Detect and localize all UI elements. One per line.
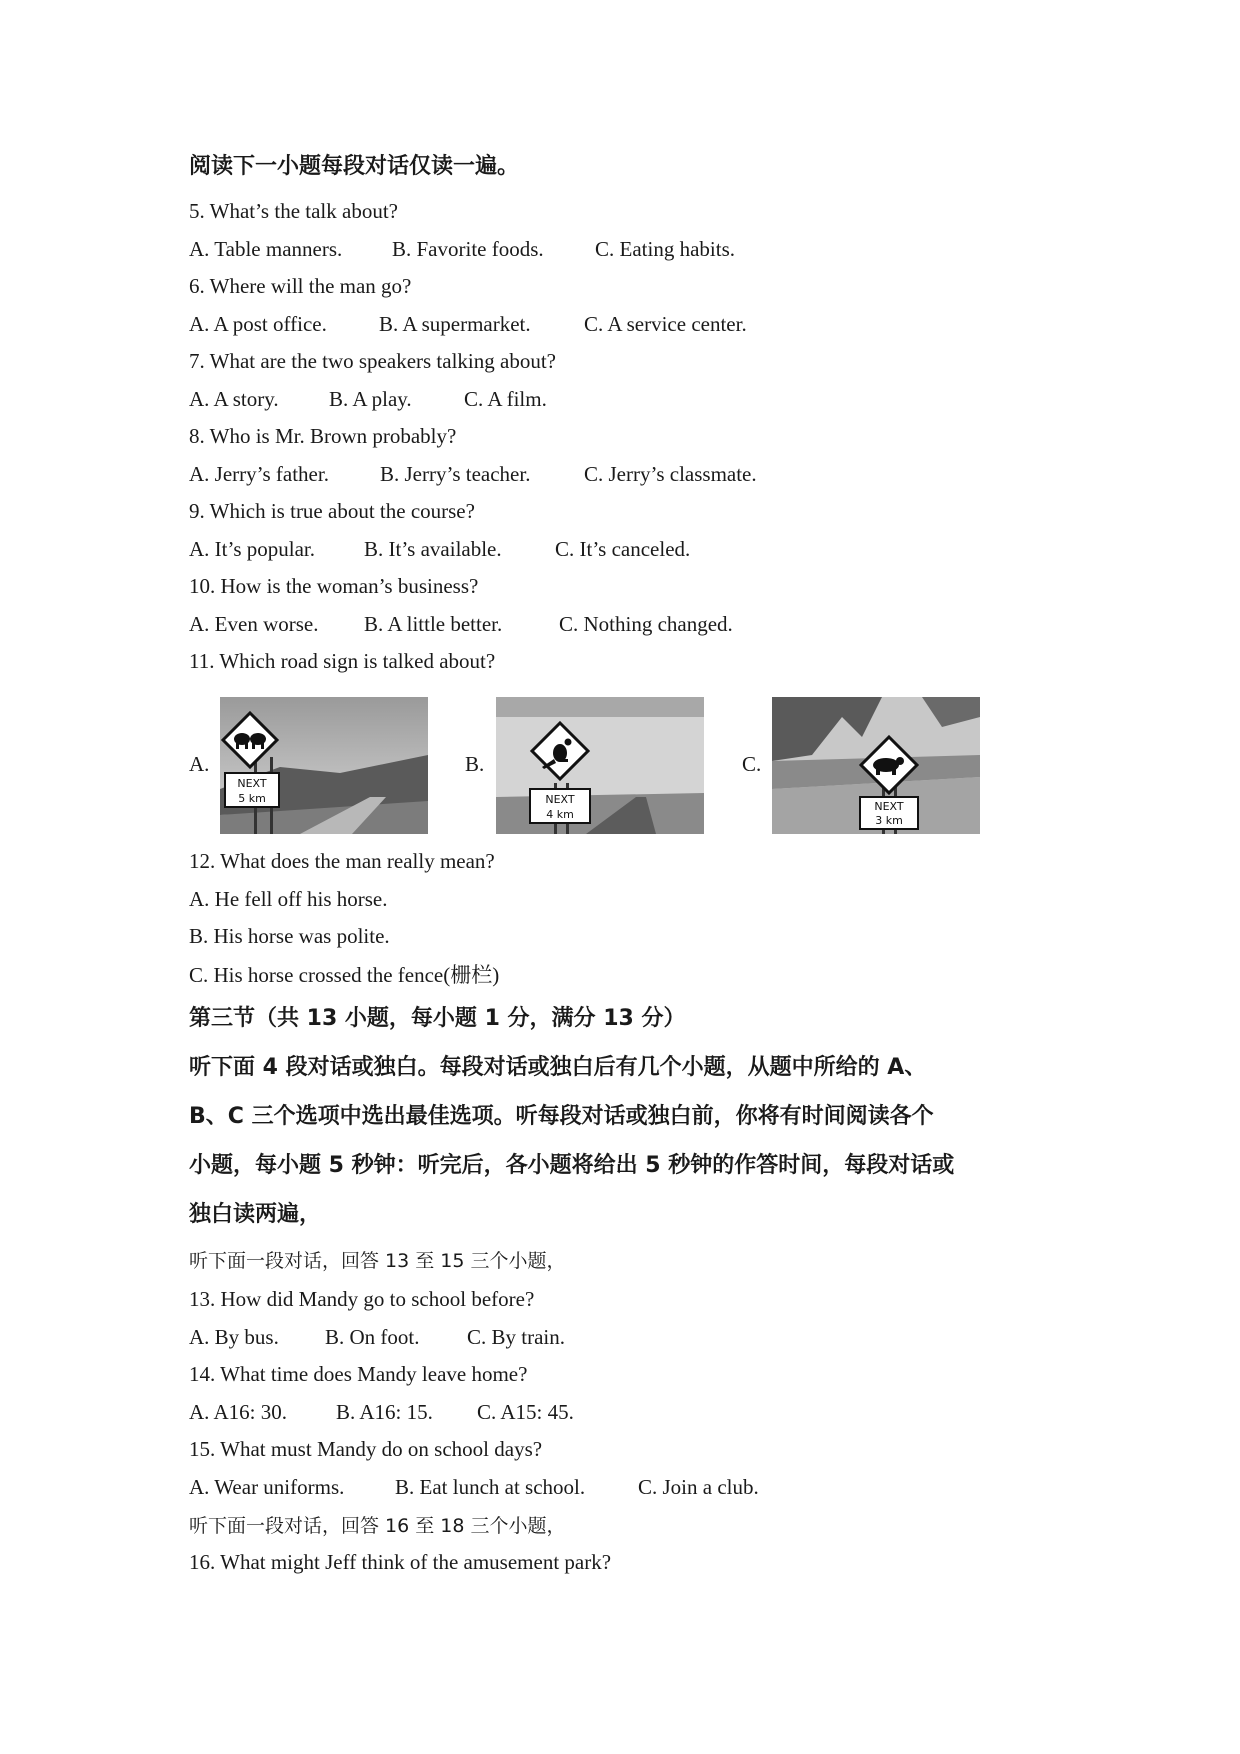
option-12-b: B. His horse was polite. (189, 924, 390, 948)
option-a: A. Even worse. (189, 612, 319, 636)
sign-next-c: NEXT (874, 800, 904, 813)
road-sign-photo-a (220, 697, 428, 834)
sign-distance-c: 3 km (875, 814, 903, 827)
option-b: B. It’s available. (364, 537, 502, 561)
road-sign-photo-b (496, 697, 704, 834)
option-c: C. A film. (464, 387, 547, 411)
option-b: B. Jerry’s teacher. (380, 462, 531, 486)
option-a: A. It’s popular. (189, 537, 315, 561)
group-2-intro: 听下面一段对话，回答 16 至 18 三个小题， (189, 1515, 566, 1537)
option-a: A. Jerry’s father. (189, 462, 329, 486)
option-b: B. Eat lunch at school. (395, 1475, 586, 1499)
question-12: 12. What does the man really mean? (189, 849, 495, 873)
section-3-instruction-2: B、C 三个选项中选出最佳选项。听每段对话或独白前，你将有时间阅读各个 (189, 1104, 934, 1129)
option-b: B. Favorite foods. (392, 237, 544, 261)
option-b: B. A supermarket. (379, 312, 531, 336)
section-heading: 阅读下一小题每段对话仅读一遍。 (189, 154, 520, 179)
option-b: B. A play. (329, 387, 412, 411)
option-c: C. By train. (467, 1325, 565, 1349)
option-b: B. A little better. (364, 612, 503, 636)
question-14: 14. What time does Mandy leave home? (189, 1362, 528, 1386)
section-3-instruction-3: 小题，每小题 5 秒钟：听完后，各小题将给出 5 秒钟的作答时间，每段对话或 (189, 1153, 955, 1178)
question-16: 16. What might Jeff think of the amusement park? (189, 1550, 612, 1574)
question-8: 8. Who is Mr. Brown probably? (189, 424, 457, 448)
option-c: C. A15: 45. (477, 1400, 574, 1424)
sign-label-a: A. (189, 752, 210, 776)
question-11: 11. Which road sign is talked about? (189, 649, 496, 673)
sign-next-b: NEXT (545, 793, 575, 806)
section-3-title: 第三节（共 13 小题，每小题 1 分，满分 13 分） (189, 1006, 686, 1031)
option-b: B. On foot. (325, 1325, 420, 1349)
road-sign-photo-c (772, 697, 980, 834)
option-12-c: C. His horse crossed the fence(栅栏) (189, 963, 500, 987)
option-a: A. A post office. (189, 312, 327, 336)
question-10: 10. How is the woman’s business? (189, 574, 479, 598)
option-c: C. A service center. (584, 312, 747, 336)
section-3-instruction-4: 独白读两遍， (189, 1202, 322, 1227)
sign-label-b: B. (465, 752, 485, 776)
section-3-instruction-1: 听下面 4 段对话或独白。每段对话或独白后有几个小题，从题中所给的 A、 (189, 1055, 927, 1080)
option-c: C. It’s canceled. (555, 537, 691, 561)
question-7: 7. What are the two speakers talking about? (189, 349, 556, 373)
option-a: A. A16: 30. (189, 1400, 288, 1424)
option-c: C. Eating habits. (595, 237, 735, 261)
sign-distance-a: 5 km (238, 792, 266, 805)
sign-label-c: C. (742, 752, 762, 776)
question-13: 13. How did Mandy go to school before? (189, 1287, 535, 1311)
option-a: A. A story. (189, 387, 279, 411)
option-c: C. Join a club. (638, 1475, 759, 1499)
sign-next-a: NEXT (237, 777, 267, 790)
group-1-intro: 听下面一段对话，回答 13 至 15 三个小题， (189, 1250, 566, 1272)
option-c: C. Jerry’s classmate. (584, 462, 757, 486)
option-a: A. Table manners. (189, 237, 343, 261)
option-12-a: A. He fell off his horse. (189, 887, 388, 911)
question-15: 15. What must Mandy do on school days? (189, 1437, 543, 1461)
option-b: B. A16: 15. (336, 1400, 433, 1424)
road-sign-options (189, 697, 1009, 837)
sign-distance-b: 4 km (546, 808, 574, 821)
option-a: A. By bus. (189, 1325, 279, 1349)
option-c: C. Nothing changed. (559, 612, 733, 636)
question-5: 5. What’s the talk about? (189, 199, 398, 223)
option-a: A. Wear uniforms. (189, 1475, 345, 1499)
question-6: 6. Where will the man go? (189, 274, 412, 298)
question-9: 9. Which is true about the course? (189, 499, 475, 523)
